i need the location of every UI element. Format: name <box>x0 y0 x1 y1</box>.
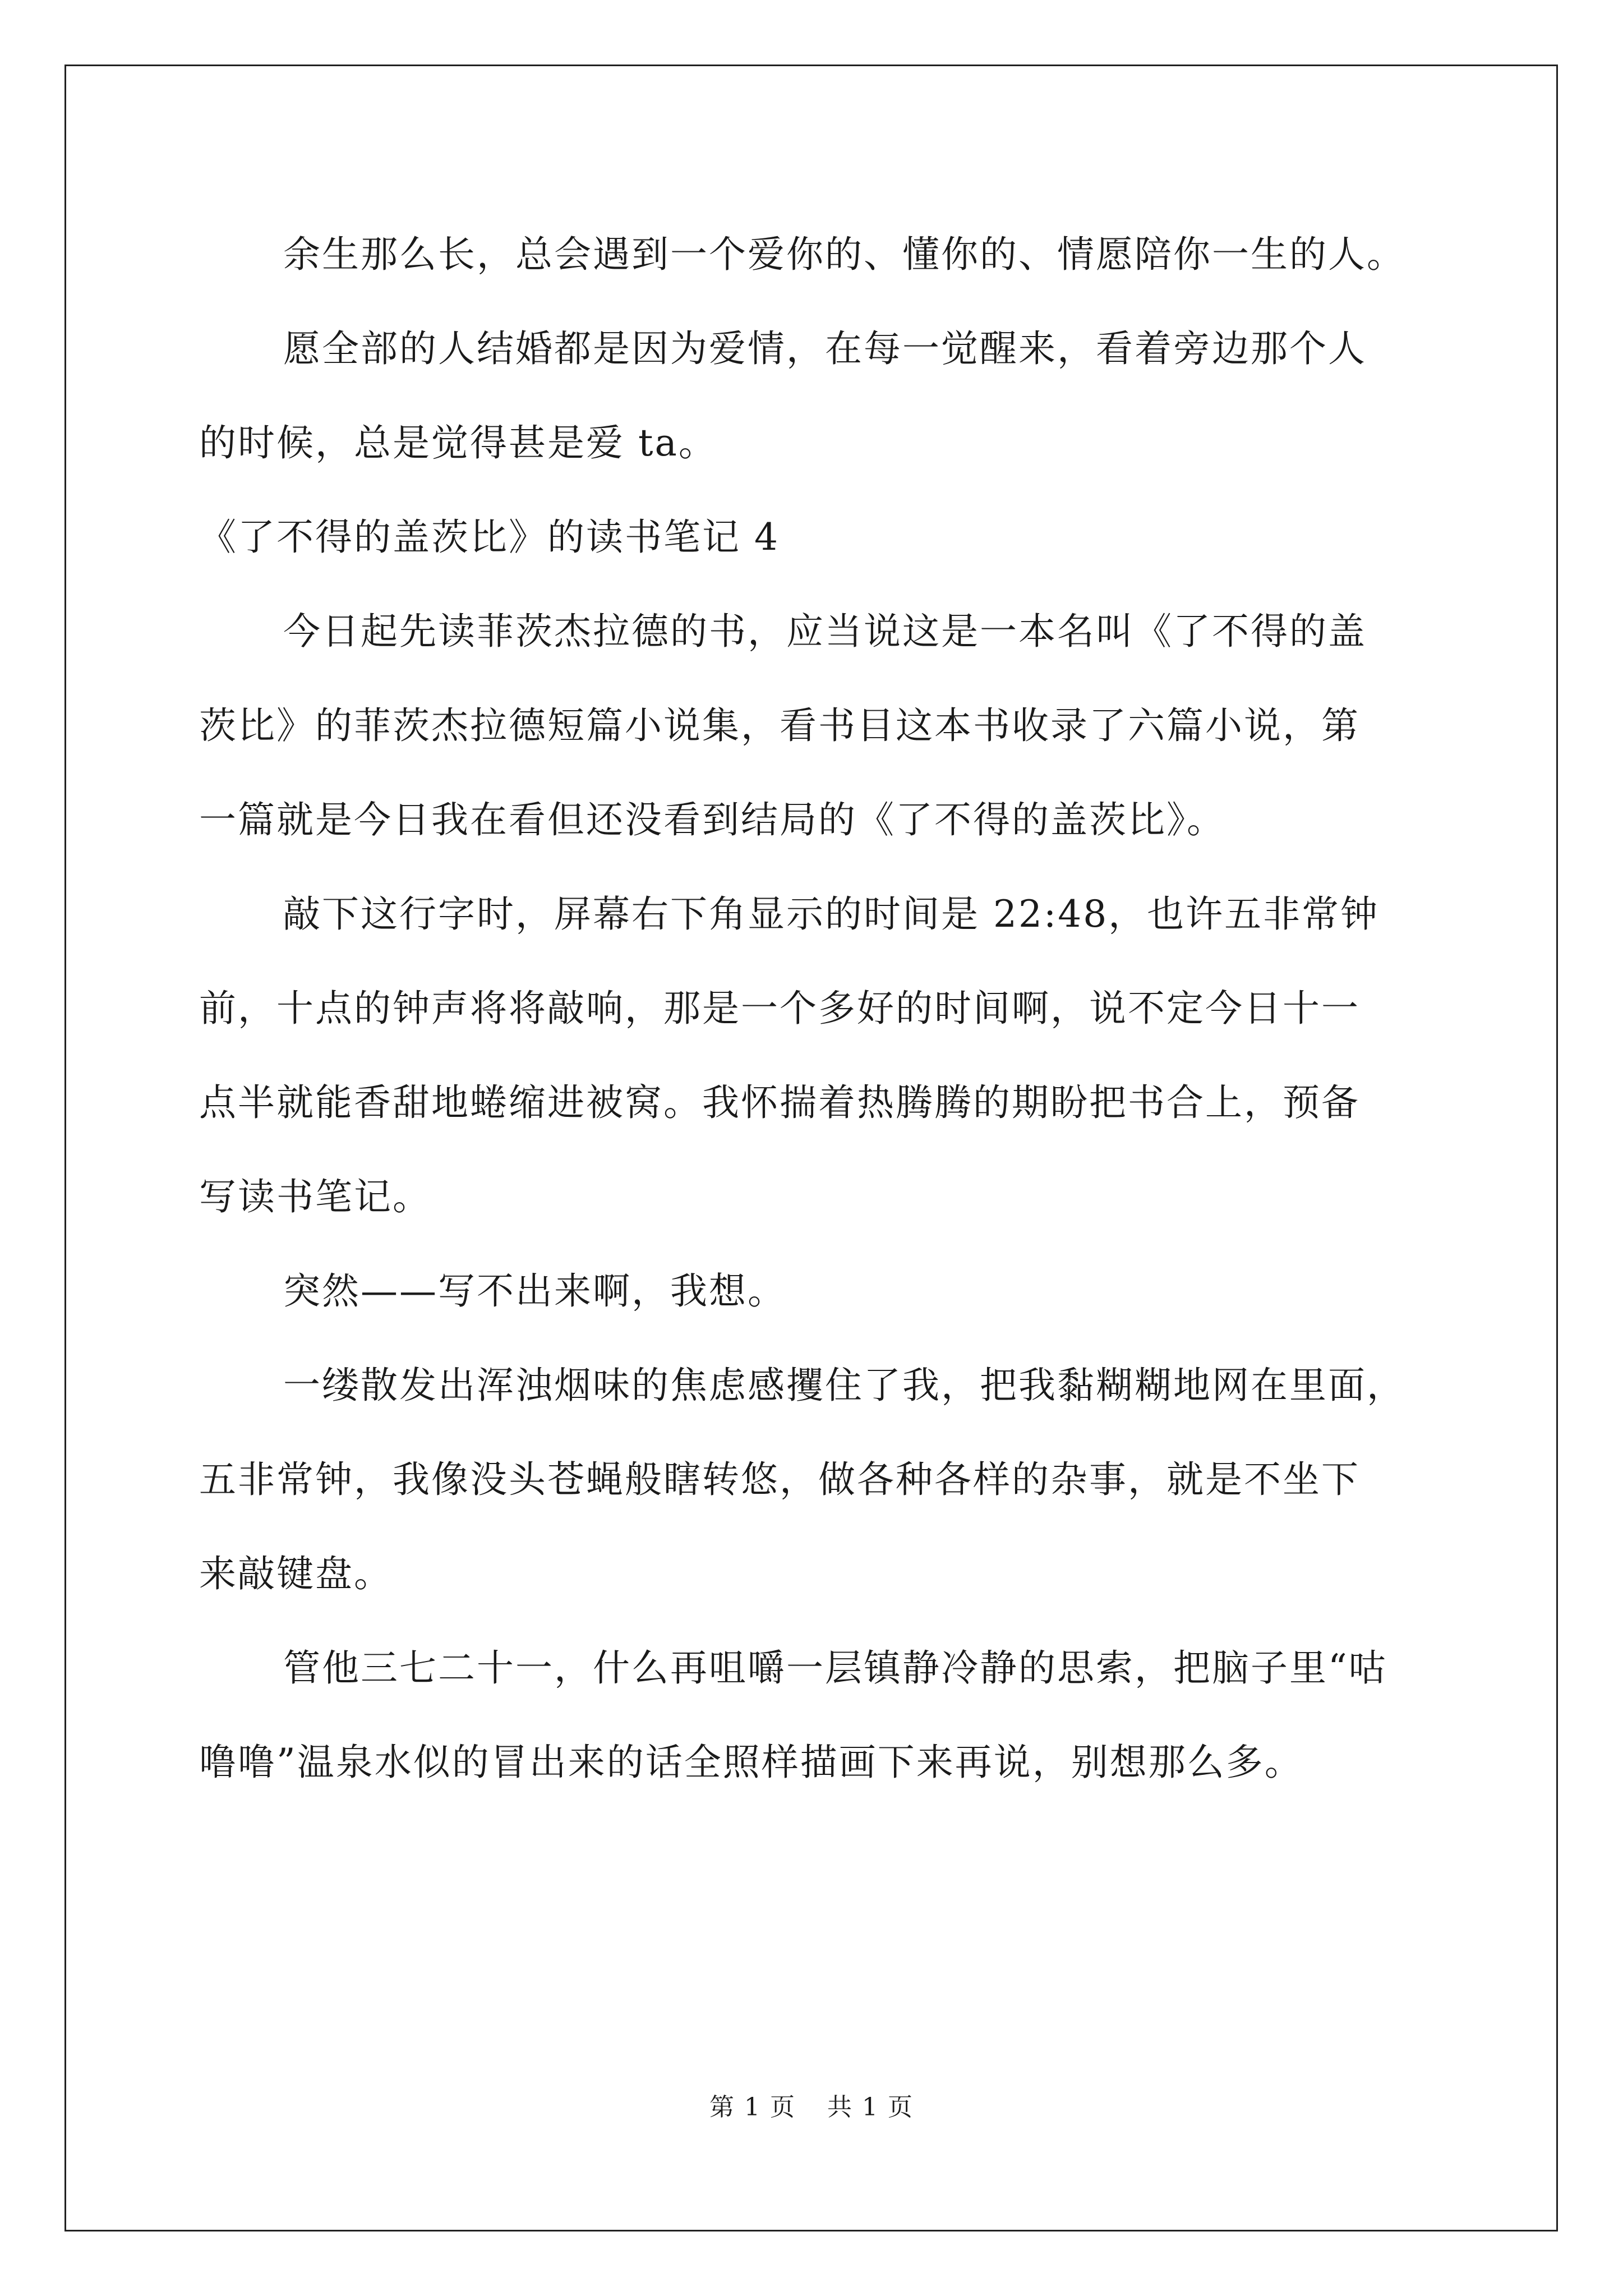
text-block <box>199 208 1433 1810</box>
page-footer <box>0 2087 1623 2123</box>
text-line: 一缕散发出浑浊烟味的焦虑感攫住了我，把我黏糊糊地网在里面， <box>283 1364 1405 1407</box>
section-heading: 《了不得的盖茨比》的读书笔记 4 <box>199 516 780 559</box>
text-line: 五非常钟，我像没头苍蝇般瞎转悠，做各种各样的杂事，就是不坐下 <box>199 1458 1360 1501</box>
text-line: 前，十点的钟声将将敲响，那是一个多好的时间啊，说不定今日十一 <box>199 987 1360 1030</box>
text-line: 突然——写不出来啊，我想。 <box>283 1269 786 1313</box>
text-line: 管他三七二十一，什么再咀嚼一层镇静冷静的思索，把脑子里“咕 <box>283 1646 1387 1690</box>
text-line: 余生那么长，总会遇到一个爱你的、懂你的、情愿陪你一生的人。 <box>283 233 1405 276</box>
text-line: 的时候，总是觉得甚是爱 ta。 <box>199 421 717 464</box>
text-line: 一篇就是今日我在看但还没看到结局的《了不得的盖茨比》。 <box>199 798 1225 841</box>
text-line: 今日起先读菲茨杰拉德的书，应当说这是一本名叫《了不得的盖 <box>283 610 1367 653</box>
text-line: 点半就能香甜地蜷缩进被窝。我怀揣着热腾腾的期盼把书合上，预备 <box>199 1081 1360 1124</box>
text-line: 噜噜”温泉水似的冒出来的话全照样描画下来再说，别想那么多。 <box>199 1741 1303 1784</box>
text-line: 来敲键盘。 <box>199 1552 393 1595</box>
text-line: 愿全部的人结婚都是因为爱情，在每一觉醒来，看着旁边那个人 <box>283 327 1367 370</box>
page-number: 第 1 页 <box>709 2093 796 2122</box>
document-body <box>199 208 1433 1810</box>
text-line: 敲下这行字时，屏幕右下角显示的时间是 22:48，也许五非常钟 <box>283 892 1380 936</box>
page-total: 共 1 页 <box>827 2093 914 2122</box>
text-line: 写读书笔记。 <box>199 1175 431 1218</box>
text-line: 茨比》的菲茨杰拉德短篇小说集，看书目这本书收录了六篇小说，第 <box>199 704 1360 747</box>
